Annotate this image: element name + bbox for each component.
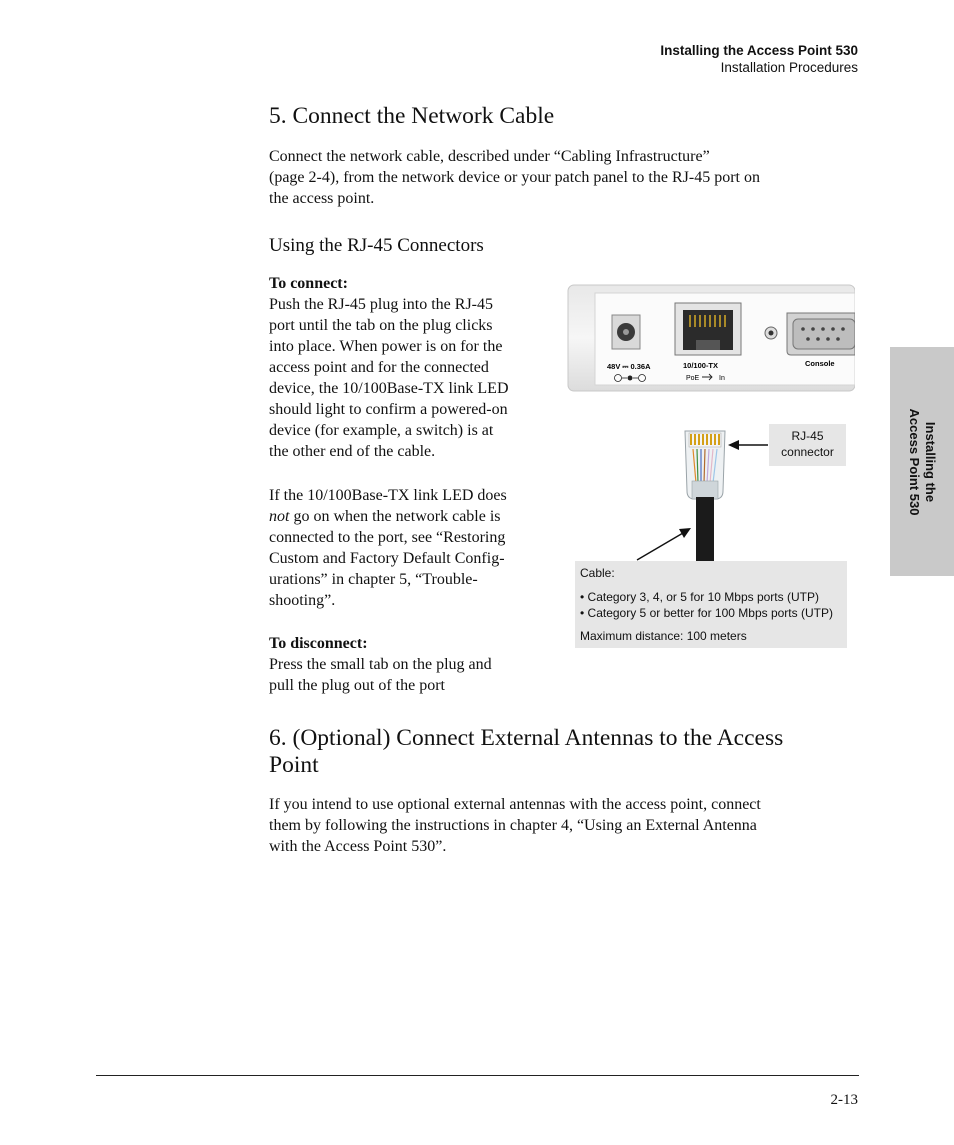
led-line: Custom and Factory Default Config- xyxy=(269,550,505,567)
header-section-title: Installation Procedures xyxy=(720,60,858,75)
body-line: If you intend to use optional external antennas with the access point, connect xyxy=(269,796,761,813)
section-6-heading xyxy=(269,725,783,779)
heading-line: Point xyxy=(269,752,319,778)
cable-title: Cable: xyxy=(580,566,615,580)
callout-line: RJ-45 xyxy=(791,429,824,443)
emphasis-not: not xyxy=(269,508,290,525)
spacer xyxy=(580,581,842,589)
led-line: shooting”. xyxy=(269,592,336,609)
rj45-subheading: Using the RJ-45 Connectors xyxy=(269,235,484,256)
connect-line: device, the 10/100Base-TX link LED xyxy=(269,380,509,397)
intro-line: the access point. xyxy=(269,190,375,207)
connect-line: Push the RJ-45 plug into the RJ-45 xyxy=(269,296,494,313)
disconnect-line: Press the small tab on the plug and xyxy=(269,656,492,673)
connect-label: To connect: xyxy=(269,275,348,292)
intro-line: (page 2-4), from the network device or your patch panel to the RJ-45 port on xyxy=(269,169,760,186)
disconnect-line: pull the plug out of the port xyxy=(269,677,445,694)
running-header xyxy=(660,42,858,76)
console-port xyxy=(787,313,855,355)
section-5-intro xyxy=(269,146,760,209)
led-line: If the 10/100Base-TX link LED does xyxy=(269,487,507,504)
connect-line: the other end of the cable. xyxy=(269,443,436,460)
in-label: In xyxy=(719,375,725,382)
rj45-connector-callout xyxy=(769,424,846,466)
cable-item: • Category 5 or better for 100 Mbps ports (UTP) xyxy=(580,606,833,620)
thumb-tab-line: Installing the xyxy=(923,421,938,502)
connect-line: into place. When power is on for the xyxy=(269,338,503,355)
header-chapter-title: Installing the Access Point 530 xyxy=(660,43,858,58)
heading-line: 6. (Optional) Connect External Antennas to the Access xyxy=(269,725,784,751)
cable-spec-box xyxy=(575,561,847,648)
page-number: 2-13 xyxy=(830,1092,858,1108)
rj45-plug xyxy=(685,431,725,499)
connect-line: device (for example, a switch) is at xyxy=(269,422,494,439)
connect-line: port until the tab on the plug clicks xyxy=(269,317,493,334)
console-label: Console xyxy=(805,359,835,368)
port-label: 10/100-TX xyxy=(683,361,719,370)
power-jack xyxy=(612,315,640,349)
cable-item: • Category 3, 4, or 5 for 10 Mbps ports (UTP) xyxy=(580,590,819,604)
disconnect-label: To disconnect: xyxy=(269,635,368,652)
footer-rule xyxy=(96,1075,859,1076)
led-line: urations” in chapter 5, “Trouble- xyxy=(269,571,478,588)
callout-line: connector xyxy=(781,445,834,459)
rj45-port-figure xyxy=(565,283,855,563)
thumb-tab-label xyxy=(906,408,938,515)
body-line: them by following the instructions in chapter 4, “Using an External Antenna xyxy=(269,817,757,834)
body-line: with the Access Point 530”. xyxy=(269,838,447,855)
disconnect-instructions xyxy=(269,633,492,696)
section-6-body xyxy=(269,794,761,857)
power-label: 48V ⎓ 0.36A xyxy=(607,362,651,371)
reset-hole-icon xyxy=(765,327,777,339)
led-line: connected to the port, see “Restoring xyxy=(269,529,506,546)
cable-jacket xyxy=(696,497,714,563)
spacer xyxy=(580,621,842,628)
led-troubleshoot-paragraph xyxy=(269,485,507,611)
rj45-port xyxy=(675,303,741,355)
poe-label: PoE xyxy=(686,375,700,382)
intro-line: Connect the network cable, described under “Cabling Infrastructure” xyxy=(269,148,710,165)
connect-line: should light to confirm a powered-on xyxy=(269,401,508,418)
section-5-heading: 5. Connect the Network Cable xyxy=(269,103,555,129)
connect-line: access point and for the connected xyxy=(269,359,489,376)
connect-instructions xyxy=(269,273,509,462)
led-line-rest: go on when the network cable is xyxy=(289,508,501,525)
cable-distance: Maximum distance: 100 meters xyxy=(580,629,747,643)
thumb-tab-line: Access Point 530 xyxy=(907,408,922,515)
cable-callout-arrow xyxy=(637,528,691,560)
led-line xyxy=(269,506,507,527)
rj45-callout-arrow xyxy=(728,440,768,450)
chapter-thumb-tab xyxy=(890,347,954,576)
